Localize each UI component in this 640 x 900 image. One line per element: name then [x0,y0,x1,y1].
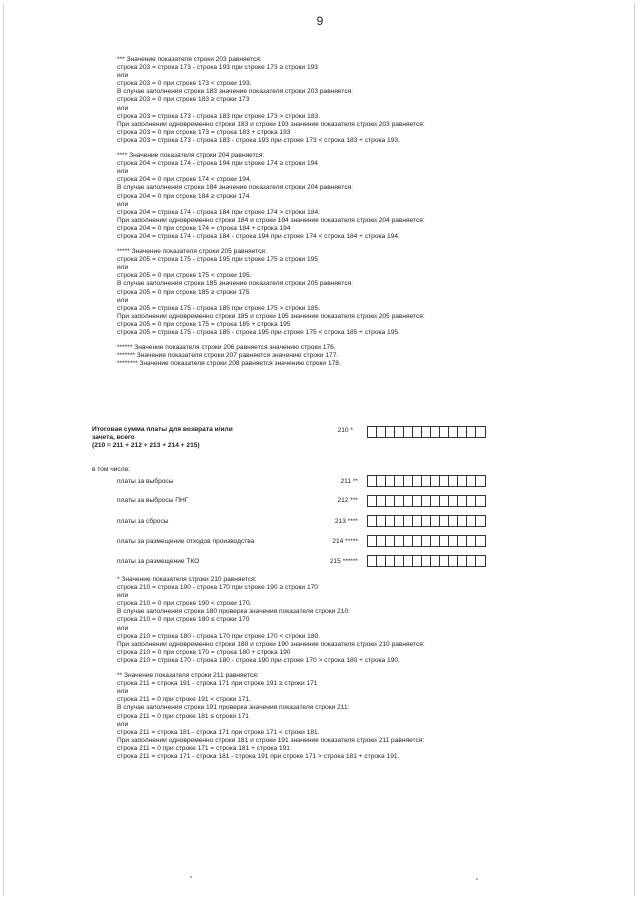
footnote-line: строка 211 = строка 171 - строка 181 - строка 191 при строке 171 > строка 181 + строка 191. [117,752,400,760]
footnote-line: В случае заполнения строки 185 значение показателя строки 205 равняется: [117,280,354,288]
footnote-line: строка 205 = строка 175 - строка 195 при строке 175 ≥ строки 195 [117,256,318,264]
footnote-line: При заполнении одновременно строки 181 и строки 191 значение показателя строки 211 равняется: [117,736,425,744]
footnote-line: или [117,104,129,112]
footnote-line: или [117,624,129,632]
footnote-line: строка 205 = 0 при строке 175 < строки 195. [117,272,252,280]
total-label-line: Итоговая сумма платы для возврата и/или [92,426,233,433]
footnote-line: строка 203 = строка 173 - строка 183 - строка 193 при строке 173 < строка 183 + строка 193. [117,136,400,144]
footnote-line: строка 205 = 0 при строке 185 ≥ строки 175 [117,288,250,296]
footnote-line: При заполнении одновременно строки 184 и строки 194 значение показателя строки 204 равняется: [117,216,425,224]
row-input-cells[interactable] [367,555,486,567]
footnote-line: строка 205 = 0 при строке 175 = строка 185 + строка 195 [117,320,291,328]
footnote-line: строка 211 = строка 181 - строка 171 при строке 171 < строки 181. [117,728,320,736]
footnotes-top [117,56,537,368]
footnote-line: При заполнении одновременно строки 180 и строки 190 значение показателя строки 210 равняется: [117,640,425,648]
footnote-line: В случае заполнения строки 183 значение показателя строки 203 равняется: [117,88,354,96]
footnote-line: строка 210 = 0 при строке 180 ≤ строки 170 [117,616,250,624]
row-label: платы за выбросы ПНГ [117,497,189,504]
total-label-line: (210 = 211 + 212 + 213 + 214 + 215) [92,442,200,449]
footnote-line: В случае заполнения строки 180 проверка значения показателя строки 210: [117,608,350,616]
footnote-line: строка 211 = строка 191 - строка 171 при строке 191 ≥ строки 171 [117,680,318,688]
footnote-line: строка 210 = строка 180 - строка 170 при строке 170 < строки 180. [117,632,321,640]
row-input-cells[interactable] [367,535,486,547]
footnotes-bottom [117,576,537,761]
footnote-line: строка 204 = 0 при строке 184 ≥ строки 174 [117,192,250,200]
footnote-line: или [117,296,129,304]
row-input-cells[interactable] [367,495,486,507]
footnote-line: **** Значение показателя строки 204 равняется: [117,152,265,160]
footnote-line: или [117,688,129,696]
footnote-line: строка 204 = строка 174 - строка 184 - строка 194 при строке 174 < строка 184 + строка 194. [117,232,400,240]
footnote-line: В случае заполнения строки 184 значение показателя строки 204 равняется: [117,184,354,192]
footnote-line: * Значение показателя строки 210 равняется: [117,576,257,583]
footnote-line: строка 210 = строка 170 - строка 180 - строка 190 при строке 170 > строка 180 + строка 190. [117,656,400,664]
footnote-line: ******** Значение показателя строки 208 равняется значению строки 178. [117,360,341,368]
footnote-line: строка 203 = строка 173 - строка 183 при строке 173 > строки 183. [117,112,321,120]
footnote-line: или [117,720,129,728]
footnote-line: строка 205 = строка 175 - строка 185 при строке 175 > строки 185. [117,304,321,312]
footnote-line: строка 204 = строка 174 - строка 184 при строке 174 > строки 184. [117,208,321,216]
row-input-cells[interactable] [367,475,486,487]
row-code: 212 *** [337,497,358,504]
footnote-line: строка 211 = 0 при строке 191 < строки 171. [117,696,251,704]
footnote-line: строка 204 = 0 при строке 174 < строки 194. [117,176,252,184]
footnote-line: строка 210 = строка 190 - строка 170 при строке 190 ≥ строки 170 [117,584,318,592]
footnote-line: или [117,592,129,600]
footnote-line: При заполнении одновременно строки 185 и строки 195 значение показателя строки 205 равняется: [117,312,425,320]
total-code: 210 * [337,427,353,434]
scan-speck [190,876,192,878]
scan-speck [476,878,478,880]
page-number: 9 [316,14,324,28]
footnote-line: строка 211 = 0 при строке 181 ≤ строки 171 [117,712,249,720]
footnote-line: строка 210 = 0 при строке 170 = строка 180 + строка 190 [117,648,291,656]
footnote-line: строка 204 = строка 174 - строка 194 при строке 174 ≥ строки 194 [117,160,318,168]
total-input-cells[interactable] [367,426,486,438]
row-label: платы за размещение ТКО [117,558,200,565]
row-code: 213 **** [334,518,358,525]
footnote-line: строка 203 = 0 при строке 173 < строки 193. [117,80,252,88]
footnote-line: При заполнении одновременно строки 183 и строки 193 значение показателя строки 203 равняется: [117,120,425,128]
footnote-line: или [117,168,129,176]
row-label: платы за размещение отходов производства [117,538,255,545]
footnote-line: или [117,72,129,80]
total-label [92,426,233,450]
footnote-line: ****** Значение показателя строки 206 равняется значению строки 176. [117,344,336,352]
footnote-line: или [117,200,129,208]
including-label: в том числе: [92,466,131,473]
total-label-line: зачета, всего [92,434,135,441]
footnote-line: строка 210 = 0 при строке 190 < строки 170. [117,600,252,608]
footnote-line: строка 203 = 0 при строке 173 = строка 183 + строка 193 [117,128,291,136]
footnote-line: строка 205 = строка 175 - строка 185 - строка 195 при строке 175 < строка 185 + строка 195. [117,329,400,336]
footnote-line: строка 204 = 0 при строке 174 = строка 184 + строка 194 [117,224,291,232]
footnote-line: строка 211 = 0 при строке 171 = строка 181 + строка 191 [117,744,290,752]
footnote-line: ******* Значение показателя строки 207 равняется значению строки 177. [117,352,339,360]
row-label: платы за выбросы [117,478,174,485]
row-label: платы за сбросы [117,518,169,525]
row-code: 215 ****** [329,558,358,565]
footnote-line: *** Значение показателя строки 203 равняется: [117,56,262,63]
footnote-line: ***** Значение показателя строки 205 равняется: [117,248,267,256]
footnote-line: строка 203 = 0 при строке 183 ≥ строки 173 [117,96,250,104]
footnote-line: В случае заполнения строки 191 проверка значения показателя строки 211: [117,704,350,712]
footnote-line: или [117,264,129,272]
row-input-cells[interactable] [367,515,486,527]
footnote-line: ** Значение показателя строки 211 равняется: [117,672,259,680]
row-code: 211 ** [340,478,358,485]
footnote-line: строка 203 = строка 173 - строка 193 при строке 173 ≥ строки 193 [117,64,318,72]
row-code: 214 ***** [332,538,358,545]
